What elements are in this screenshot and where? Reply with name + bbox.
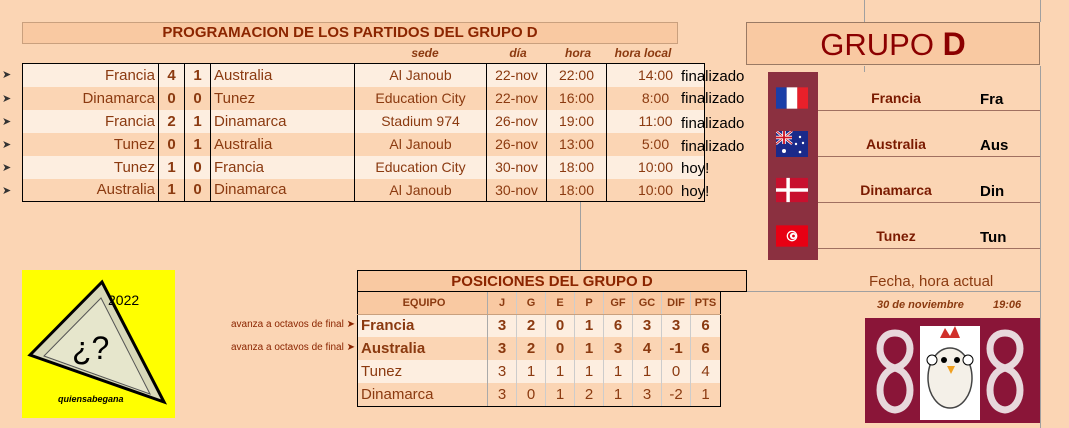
row-arrow-icon: ➤ — [2, 93, 12, 105]
local-time-cell: 10:00 — [607, 179, 705, 202]
team1-cell: Tunez — [23, 156, 159, 179]
score1-cell[interactable]: 4 — [159, 64, 185, 87]
team-abbr: Din — [980, 183, 1005, 200]
standings-row — [358, 360, 721, 383]
score1-cell[interactable]: 0 — [159, 87, 185, 110]
stat-cell: 2 — [575, 383, 604, 406]
stat-cell: 1 — [604, 383, 633, 406]
standings-title: POSICIONES DEL GRUPO D — [357, 270, 747, 292]
team2-cell: Francia — [211, 156, 355, 179]
time-cell: 18:00 — [547, 179, 607, 202]
stat-cell: 3 — [488, 314, 517, 337]
logo-text: quiensabegana — [58, 394, 124, 404]
stat-cell: 1 — [691, 383, 721, 406]
standings-row — [358, 337, 721, 360]
group-team-row — [818, 179, 1040, 203]
row-arrow-icon: ➤ — [2, 139, 12, 151]
match-row[interactable] — [23, 87, 705, 110]
header-pts: PTS — [691, 292, 721, 314]
standings-team: Dinamarca — [358, 383, 488, 406]
standings-team: Tunez — [358, 360, 488, 383]
match-row[interactable] — [23, 156, 705, 179]
logo-symbol: ¿? — [72, 330, 110, 366]
current-time: 19:06 — [993, 299, 1022, 311]
stat-cell: 3 — [633, 314, 662, 337]
header-dif: DIF — [662, 292, 691, 314]
row-arrow-icon: ➤ — [2, 69, 12, 81]
time-cell: 22:00 — [547, 64, 607, 87]
standings-team: Australia — [358, 337, 488, 360]
score2-cell[interactable]: 1 — [185, 133, 211, 156]
standings-row — [358, 383, 721, 406]
datetime-value — [865, 294, 1040, 314]
stat-cell: -1 — [662, 337, 691, 360]
day-cell: 22-nov — [487, 64, 547, 87]
team2-cell: Dinamarca — [211, 110, 355, 133]
team1-cell: Dinamarca — [23, 87, 159, 110]
header-p: P — [575, 292, 604, 314]
local-time-cell: 5:00 — [607, 133, 705, 156]
row-arrow-icon: ➤ — [2, 162, 12, 174]
stat-cell: 1 — [633, 360, 662, 383]
team1-cell: Francia — [23, 64, 159, 87]
header-gc: GC — [633, 292, 662, 314]
score1-cell[interactable]: 1 — [159, 179, 185, 202]
team2-cell: Dinamarca — [211, 179, 355, 202]
group-label: GRUPO — [820, 27, 934, 62]
current-date: 30 de noviembre — [877, 299, 964, 311]
row-arrow-icon: ➤ — [2, 185, 12, 197]
australia-flag-icon — [776, 131, 808, 157]
header-dia: día — [509, 46, 527, 60]
advance-note-text: avanza a octavos de final — [230, 342, 344, 353]
local-time-cell: 8:00 — [607, 87, 705, 110]
team1-cell: Tunez — [23, 133, 159, 156]
stat-cell: 0 — [546, 314, 575, 337]
tunisia-flag-icon — [776, 223, 808, 249]
team-abbr: Aus — [980, 137, 1009, 154]
score2-cell[interactable]: 0 — [185, 179, 211, 202]
stat-cell: 1 — [604, 360, 633, 383]
match-row[interactable] — [23, 133, 705, 156]
score2-cell[interactable]: 1 — [185, 64, 211, 87]
team-name: Tunez — [876, 228, 916, 244]
day-cell: 26-nov — [487, 133, 547, 156]
team-abbr: Tun — [980, 229, 1007, 246]
score1-cell[interactable]: 0 — [159, 133, 185, 156]
local-time-cell: 11:00 — [607, 110, 705, 133]
day-cell: 26-nov — [487, 110, 547, 133]
venue-cell: Stadium 974 — [355, 110, 487, 133]
header-e: E — [546, 292, 575, 314]
stat-cell: -2 — [662, 383, 691, 406]
stat-cell: 3 — [633, 383, 662, 406]
flags-panel — [768, 72, 818, 260]
advance-note-text: avanza a octavos de final — [230, 319, 344, 330]
match-row[interactable] — [23, 110, 705, 133]
venue-cell: Education City — [355, 156, 487, 179]
score1-cell[interactable]: 1 — [159, 156, 185, 179]
time-cell: 19:00 — [547, 110, 607, 133]
day-cell: 22-nov — [487, 87, 547, 110]
logo-year: 2022 — [108, 292, 140, 308]
stat-cell: 1 — [546, 383, 575, 406]
france-flag-icon — [776, 85, 808, 111]
match-status: finalizado — [681, 138, 745, 155]
team-name: Australia — [866, 136, 926, 152]
stat-cell: 1 — [546, 360, 575, 383]
local-time-cell: 10:00 — [607, 156, 705, 179]
team-name: Dinamarca — [860, 182, 932, 198]
stat-cell: 2 — [517, 314, 546, 337]
stat-cell: 1 — [517, 360, 546, 383]
score2-cell[interactable]: 0 — [185, 156, 211, 179]
standings-header-row — [358, 292, 721, 314]
trophy-mascot-icon — [865, 318, 1040, 423]
venue-cell: Al Janoub — [355, 179, 487, 202]
schedule-title: PROGRAMACION DE LOS PARTIDOS DEL GRUPO D — [22, 22, 678, 44]
header-sede: sede — [411, 46, 439, 60]
denmark-flag-icon — [776, 177, 808, 203]
advance-note: avanza a octavos de final ➤ — [230, 342, 355, 353]
stat-cell: 3 — [488, 383, 517, 406]
local-time-cell: 14:00 — [607, 64, 705, 87]
match-status: finalizado — [681, 115, 745, 132]
stat-cell: 1 — [575, 314, 604, 337]
venue-cell: Al Janoub — [355, 133, 487, 156]
stat-cell: 2 — [517, 337, 546, 360]
group-title — [746, 22, 1040, 65]
match-row[interactable] — [23, 179, 705, 202]
score2-cell[interactable]: 1 — [185, 110, 211, 133]
stat-cell: 3 — [662, 314, 691, 337]
standings-team: Francia — [358, 314, 488, 337]
team2-cell: Tunez — [211, 87, 355, 110]
team2-cell: Australia — [211, 64, 355, 87]
stat-cell: 0 — [546, 337, 575, 360]
header-hora: hora — [564, 46, 591, 60]
stat-cell: 0 — [662, 360, 691, 383]
schedule-table — [22, 63, 705, 202]
match-row[interactable] — [23, 64, 705, 87]
time-cell: 13:00 — [547, 133, 607, 156]
header-equipo: EQUIPO — [358, 292, 488, 314]
time-cell: 16:00 — [547, 87, 607, 110]
day-cell: 30-nov — [487, 156, 547, 179]
stat-cell: 6 — [691, 337, 721, 360]
standings-row — [358, 314, 721, 337]
match-status: finalizado — [681, 68, 745, 85]
world-cup-mascot-image — [865, 318, 1040, 423]
group-team-row — [818, 87, 1040, 111]
match-status: finalizado — [681, 90, 745, 107]
stat-cell: 1 — [575, 360, 604, 383]
stat-cell: 3 — [604, 337, 633, 360]
stat-cell: 1 — [575, 337, 604, 360]
header-g: G — [517, 292, 546, 314]
datetime-label: Fecha, hora actual — [869, 273, 994, 290]
advance-note: avanza a octavos de final ➤ — [230, 319, 355, 330]
stat-cell: 3 — [488, 360, 517, 383]
group-letter: D — [942, 26, 966, 62]
team-name: Francia — [871, 90, 921, 106]
stat-cell: 3 — [488, 337, 517, 360]
time-cell: 18:00 — [547, 156, 607, 179]
header-gf: GF — [604, 292, 633, 314]
score2-cell[interactable]: 0 — [185, 87, 211, 110]
stat-cell: 6 — [691, 314, 721, 337]
standings-table — [357, 292, 721, 407]
team1-cell: Australia — [23, 179, 159, 202]
stat-cell: 4 — [691, 360, 721, 383]
stat-cell: 0 — [517, 383, 546, 406]
header-hora-local: hora local — [614, 46, 672, 60]
match-status: hoy! — [681, 160, 710, 177]
team-abbr: Fra — [980, 91, 1004, 108]
row-arrow-icon: ➤ — [2, 116, 12, 128]
venue-cell: Education City — [355, 87, 487, 110]
day-cell: 30-nov — [487, 179, 547, 202]
header-j: J — [488, 292, 517, 314]
group-team-row — [818, 133, 1040, 157]
team2-cell: Australia — [211, 133, 355, 156]
match-status: hoy! — [681, 183, 710, 200]
stat-cell: 4 — [633, 337, 662, 360]
score1-cell[interactable]: 2 — [159, 110, 185, 133]
group-team-row — [818, 225, 1040, 249]
stat-cell: 6 — [604, 314, 633, 337]
venue-cell: Al Janoub — [355, 64, 487, 87]
team1-cell: Francia — [23, 110, 159, 133]
quiensabegana-logo — [22, 270, 175, 418]
